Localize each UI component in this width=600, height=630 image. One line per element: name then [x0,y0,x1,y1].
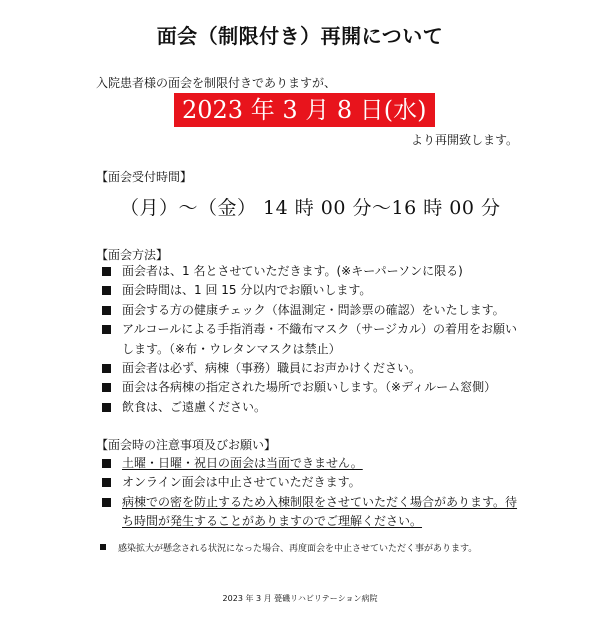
reception-heading: 【面会受付時間】 [96,170,193,184]
method-list [100,262,520,417]
footnote-text: 感染拡大が懸念される状況になった場合、再度面会を中止させていただく事があります。 [118,544,478,554]
list-item-text: 土曜・日曜・祝日の面会は当面できません。 [122,456,363,470]
list-item [100,359,520,378]
list-item [100,454,520,473]
notes-heading: 【面会時の注意事項及びお願い】 [96,438,277,452]
intro-text: 入院患者様の面会を制限付きでありますが、 [96,76,337,90]
reopen-date-banner: 2023 年 3 月 8 日(水) [174,93,435,127]
square-bullet-icon [102,498,111,507]
list-item-text: オンライン面会は中止させていただきます。 [122,475,361,490]
square-bullet-icon [102,325,111,334]
method-heading: 【面会方法】 [96,248,169,262]
list-item-text: 病棟での密を防止するため入棟制限をさせていただく場合があります。待ち時間が発生することがありますのでご理解ください。 [122,494,518,529]
list-item-text: 面会時間は、1 回 15 分以内でお願いします。 [122,283,372,298]
list-item [100,262,520,281]
footnote [100,541,477,554]
list-item [100,281,520,300]
square-bullet-icon [102,364,111,373]
square-bullet-icon [102,403,111,412]
square-bullet-icon [102,478,111,487]
square-bullet-icon [100,544,106,550]
list-item [100,398,520,417]
list-item-text: 面会者は、1 名とさせていただきます。(※キーパーソンに限る) [122,264,463,278]
list-item [100,473,520,492]
list-item-text: 面会者は必ず、病棟（事務）職員にお声かけください。 [122,361,422,376]
list-item-text: 面会は各病棟の指定された場所でお願いします。（※ディルーム窓側） [122,380,497,395]
list-item-text: アルコールによる手指消毒・不織布マスク（サージカル）の着用をお願いします。（※布・ウレタンマスクは禁止） [122,322,518,356]
list-item-text: 面会する方の健康チェック（体温測定・問診票の確認）をいたします。 [122,302,505,317]
footer: 2023 年 3 月 甍磯リハビリテーション病院 [222,594,378,603]
page-title: 面会（制限付き）再開について [156,24,444,48]
list-item [100,493,520,532]
square-bullet-icon [102,286,111,295]
square-bullet-icon [102,459,111,468]
square-bullet-icon [102,383,111,392]
reception-hours: （月）～（金） 14 時 00 分～16 時 00 分 [120,197,501,219]
list-item [100,320,520,359]
list-item [100,378,520,397]
resume-text: より再開致します。 [411,133,519,147]
list-item [100,301,520,320]
notes-list [100,454,520,532]
list-item-text: 飲食は、ご遠慮ください。 [122,399,267,414]
square-bullet-icon [102,306,111,315]
square-bullet-icon [102,267,111,276]
